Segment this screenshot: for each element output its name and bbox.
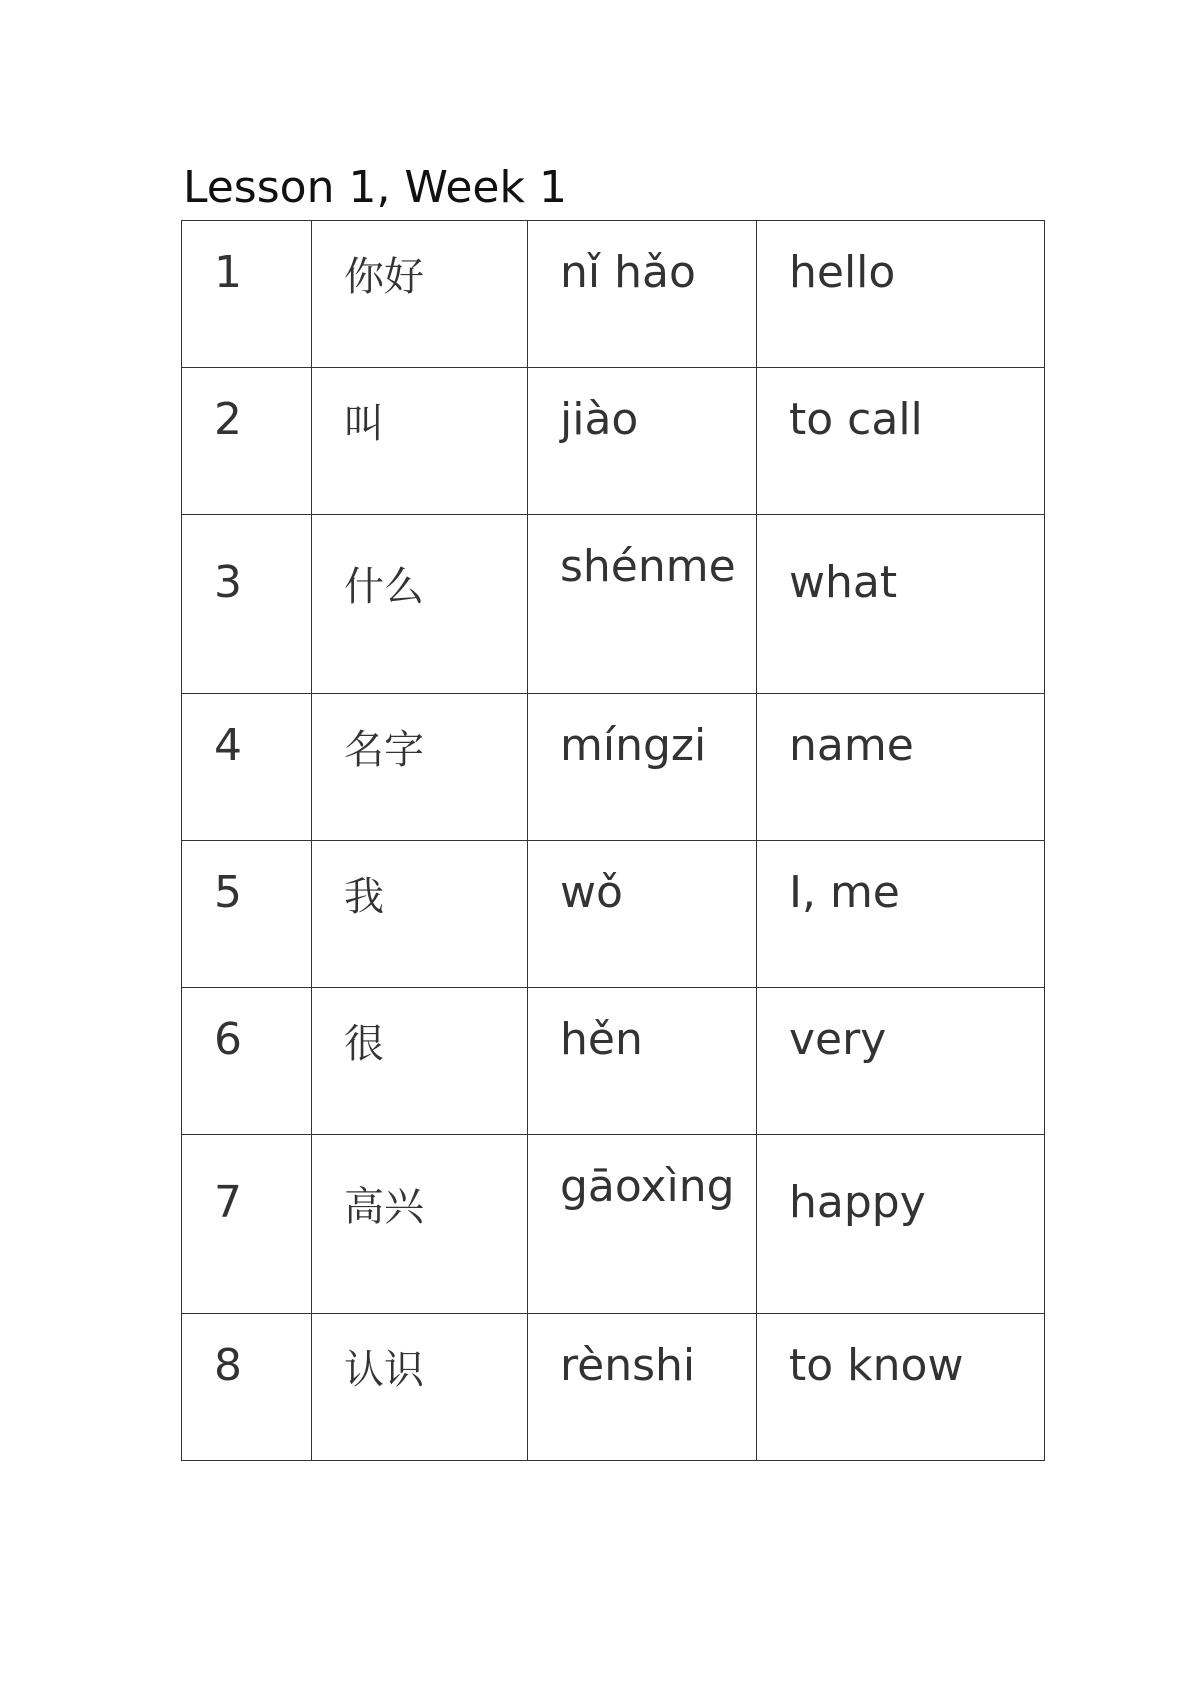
english-meaning: happy <box>757 1135 1045 1314</box>
chinese-word: 什么 <box>312 515 528 694</box>
table-row <box>182 988 1045 1135</box>
english-meaning: I, me <box>757 841 1045 988</box>
pinyin: hěn <box>528 988 757 1135</box>
vocabulary-table <box>181 220 1045 1461</box>
pinyin: gāoxìng <box>528 1135 757 1314</box>
row-number: 5 <box>182 841 312 988</box>
chinese-word: 叫 <box>312 368 528 515</box>
table-row <box>182 368 1045 515</box>
chinese-word: 我 <box>312 841 528 988</box>
table-row <box>182 1135 1045 1314</box>
english-meaning: to know <box>757 1314 1045 1461</box>
pinyin: wǒ <box>528 841 757 988</box>
table-row <box>182 694 1045 841</box>
row-number: 1 <box>182 221 312 368</box>
chinese-word: 很 <box>312 988 528 1135</box>
row-number: 2 <box>182 368 312 515</box>
chinese-word: 认识 <box>312 1314 528 1461</box>
chinese-word: 高兴 <box>312 1135 528 1314</box>
english-meaning: name <box>757 694 1045 841</box>
row-number: 8 <box>182 1314 312 1461</box>
english-meaning: hello <box>757 221 1045 368</box>
pinyin: jiào <box>528 368 757 515</box>
table-row <box>182 515 1045 694</box>
table-row <box>182 841 1045 988</box>
row-number: 6 <box>182 988 312 1135</box>
row-number: 4 <box>182 694 312 841</box>
pinyin: shénme <box>528 515 757 694</box>
pinyin: rènshi <box>528 1314 757 1461</box>
pinyin: nǐ hǎo <box>528 221 757 368</box>
chinese-word: 你好 <box>312 221 528 368</box>
chinese-word: 名字 <box>312 694 528 841</box>
english-meaning: very <box>757 988 1045 1135</box>
pinyin: míngzi <box>528 694 757 841</box>
page-title: Lesson 1, Week 1 <box>183 162 567 213</box>
table-row <box>182 1314 1045 1461</box>
table-row <box>182 221 1045 368</box>
english-meaning: to call <box>757 368 1045 515</box>
english-meaning: what <box>757 515 1045 694</box>
row-number: 3 <box>182 515 312 694</box>
row-number: 7 <box>182 1135 312 1314</box>
